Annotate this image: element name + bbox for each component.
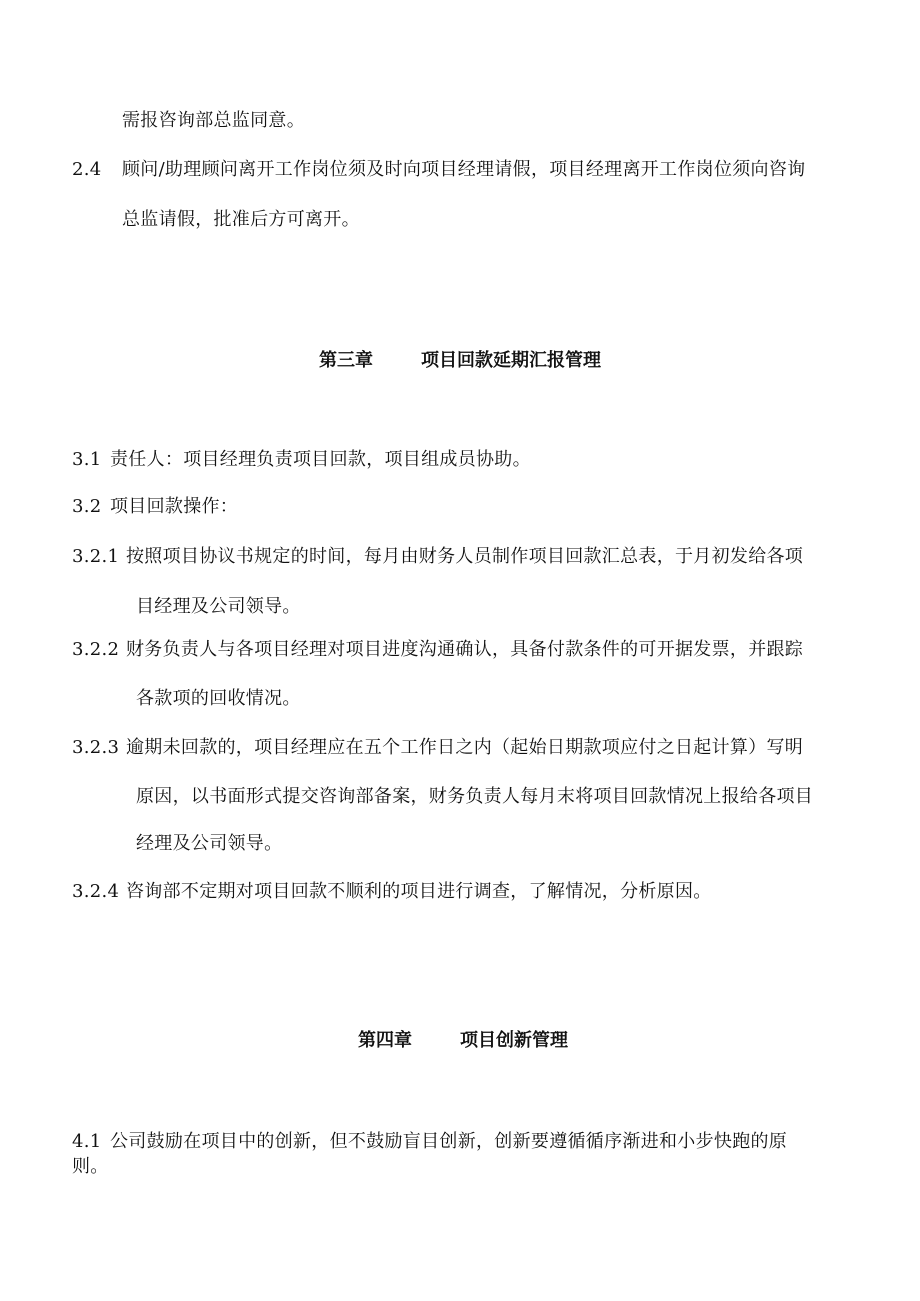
- item-3-2-4: [72, 879, 712, 905]
- item-3-2-2-line2: 各款项的回收情况。: [136, 688, 301, 709]
- item-2-4-line1: [72, 157, 805, 183]
- item-2-4-line2: 总监请假，批准后方可离开。: [122, 209, 360, 230]
- chapter-3-heading: [319, 348, 601, 374]
- item-text: 责任人：项目经理负责项目回款，项目组成员协助。: [110, 449, 531, 470]
- item-4-1-line1: [72, 1129, 787, 1155]
- chapter-label: 第四章: [358, 1030, 412, 1051]
- paragraph-continuation: 需报咨询部总监同意。: [122, 110, 305, 131]
- item-number: 4.1: [72, 1131, 102, 1152]
- item-3-2-3-line2: 原因，以书面形式提交咨询部备案，财务负责人每月末将项目回款情况上报给各项目: [136, 786, 814, 807]
- item-number: 3.2.3: [72, 737, 120, 758]
- item-number: 2.4: [72, 159, 102, 180]
- item-number: 3.2.4: [72, 881, 120, 902]
- chapter-4-heading: [358, 1028, 568, 1054]
- item-number: 3.2: [72, 496, 102, 517]
- item-text: 逾期未回款的，项目经理应在五个工作日之内（起始日期款项应付之日起计算）写明: [126, 737, 804, 758]
- item-3-1: [72, 447, 531, 473]
- item-4-1-line2: 则。: [72, 1156, 109, 1177]
- item-text: 公司鼓励在项目中的创新，但不鼓励盲目创新，创新要遵循循序渐进和小步快跑的原: [110, 1131, 788, 1152]
- item-number: 3.1: [72, 449, 102, 470]
- item-text: 项目回款操作：: [110, 496, 239, 517]
- item-text: 财务负责人与各项目经理对项目进度沟通确认，具备付款条件的可开据发票，并跟踪: [126, 639, 804, 660]
- item-number: 3.2.1: [72, 546, 120, 567]
- chapter-label: 第三章: [319, 350, 373, 371]
- item-3-2: [72, 494, 238, 520]
- item-text: 按照项目协议书规定的时间，每月由财务人员制作项目回款汇总表，于月初发给各项: [126, 546, 804, 567]
- item-3-2-1-line1: [72, 544, 803, 570]
- item-number: 3.2.2: [72, 639, 120, 660]
- item-text: 顾问/助理顾问离开工作岗位须及时向项目经理请假，项目经理离开工作岗位须向咨询: [122, 159, 806, 180]
- item-3-2-2-line1: [72, 637, 803, 663]
- item-3-2-3-line3: 经理及公司领导。: [136, 833, 283, 854]
- item-text: 咨询部不定期对项目回款不顺利的项目进行调查，了解情况，分析原因。: [126, 881, 712, 902]
- chapter-title: 项目回款延期汇报管理: [421, 350, 601, 371]
- chapter-title: 项目创新管理: [460, 1030, 568, 1051]
- item-3-2-3-line1: [72, 735, 803, 761]
- item-3-2-1-line2: 目经理及公司领导。: [136, 596, 301, 617]
